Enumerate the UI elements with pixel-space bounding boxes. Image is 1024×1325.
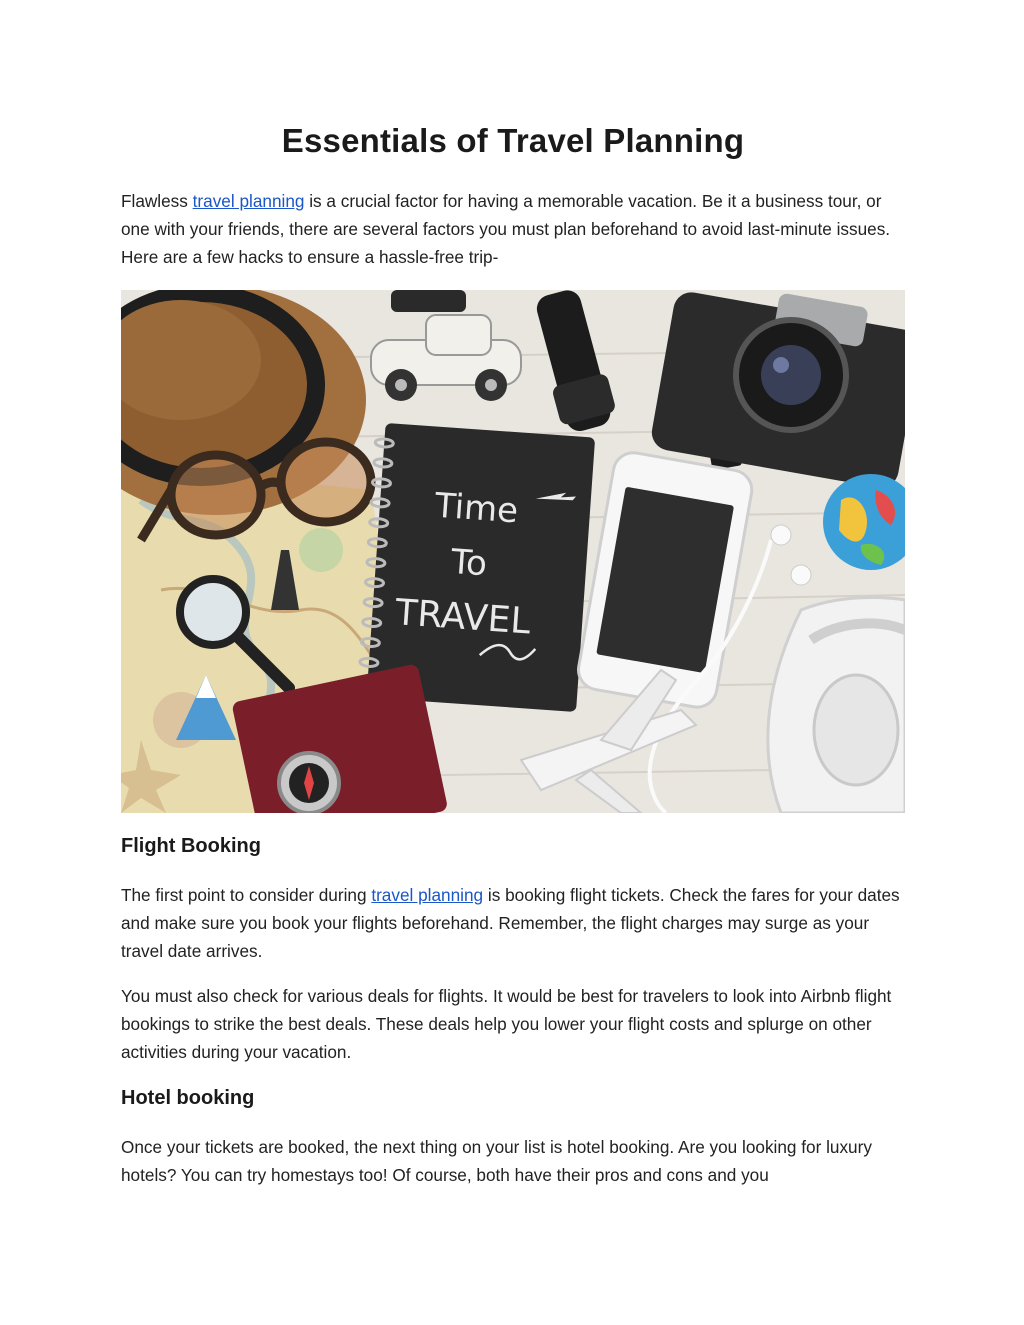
notebook-text-to: To (449, 541, 489, 585)
flight-p1-text-start: The first point to consider during (121, 885, 372, 905)
travel-essentials-photo (121, 290, 905, 813)
notebook-text-travel: TRAVEL (394, 592, 532, 643)
intro-text-end: is a crucial factor for having a memorable vacation. Be it a business tour, or one with your friends, there are several factors you must plan beforehand to avoid last-minute issues. Here are a few hacks to ensure a hassle-free trip- (121, 191, 891, 267)
notebook-text-time: Time (433, 485, 520, 532)
flight-paragraph-1 (121, 881, 905, 965)
page-title: Essentials of Travel Planning (281, 122, 745, 159)
intro-text-start: Flawless (121, 191, 193, 211)
flight-paragraph-2: You must also check for various deals for flights. It would be best for travelers to look into Airbnb flight bookings to strike the best deals. These deals help you lower your flight costs and splurge on other activities during your vacation. (121, 986, 892, 1062)
section-heading-hotel-booking: Hotel booking (121, 1087, 255, 1109)
travel-flatlay-illustration (121, 290, 905, 813)
flight-p1-text-end: is booking flight tickets. Check the fares for your dates and make sure you book your flights beforehand. Remember, the flight charges may surge as your travel date arrives. (121, 885, 900, 961)
intro-paragraph (121, 187, 905, 271)
travel-planning-link-flight[interactable]: travel planning (371, 885, 484, 905)
hotel-paragraph-1: Once your tickets are booked, the next thing on your list is hotel booking. Are you looking for luxury hotels? You can try homestays too! Of course, both have their pros and cons and you (121, 1137, 872, 1185)
travel-planning-link-intro[interactable]: travel planning (192, 191, 305, 211)
section-heading-flight-booking: Flight Booking (121, 835, 261, 857)
